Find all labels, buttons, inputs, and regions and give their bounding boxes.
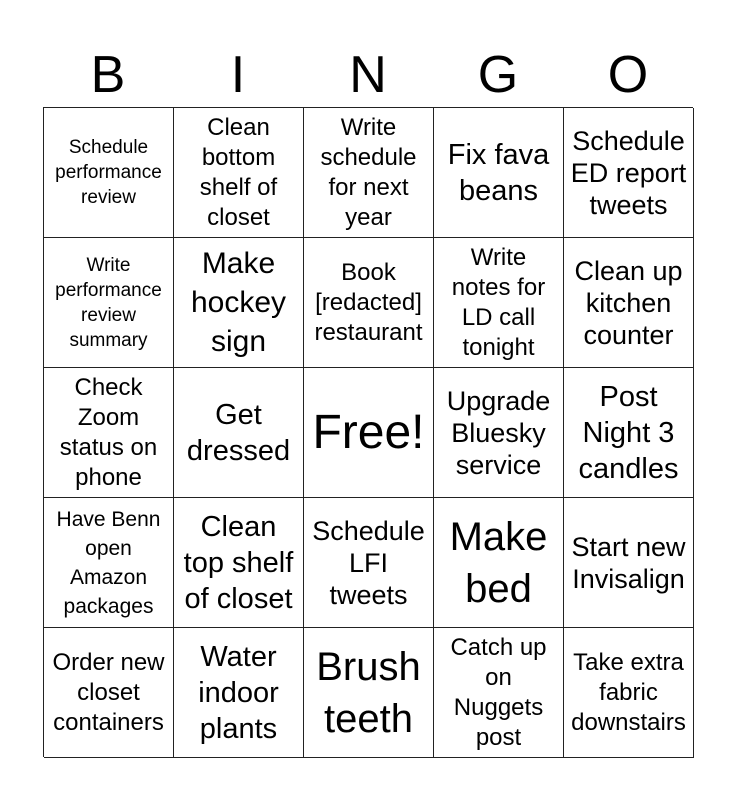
bingo-cell[interactable]: [174, 108, 304, 238]
bingo-cell[interactable]: [564, 368, 694, 498]
cell-text: Make bed: [449, 514, 548, 611]
header-letter-b: B: [90, 46, 126, 104]
cell-text: Make hockey sign: [190, 247, 287, 358]
cell-text: Book [redacted] restaurant: [314, 258, 423, 346]
bingo-cell[interactable]: [174, 238, 304, 368]
cell-text: Get dressed: [186, 398, 291, 467]
cell-text: Clean bottom shelf of closet: [199, 113, 278, 231]
bingo-cell[interactable]: [44, 108, 174, 238]
bingo-cell[interactable]: [174, 368, 304, 498]
cell-text: Schedule ED report tweets: [570, 125, 687, 220]
cell-text: Upgrade Bluesky service: [446, 385, 551, 480]
cell-text: Clean top shelf of closet: [183, 510, 294, 615]
bingo-cell[interactable]: [434, 108, 564, 238]
bingo-cell[interactable]: [434, 628, 564, 758]
bingo-cell[interactable]: [44, 628, 174, 758]
cell-text: Have Benn open Amazon packages: [56, 507, 161, 618]
cell-text: Take extra fabric downstairs: [571, 648, 686, 736]
free-space-label: Free!: [312, 405, 425, 459]
cell-text: Start new Invisalign: [571, 531, 686, 594]
cell-text: Water indoor plants: [198, 640, 279, 745]
header-letter-g: G: [477, 46, 519, 104]
bingo-header: [43, 40, 693, 108]
bingo-cell[interactable]: [174, 628, 304, 758]
bingo-cell[interactable]: [564, 238, 694, 368]
bingo-cell[interactable]: [564, 498, 694, 628]
cell-text: Schedule LFI tweets: [312, 515, 425, 610]
bingo-cell[interactable]: [564, 108, 694, 238]
cell-text: Schedule performance review: [55, 137, 162, 208]
free-space[interactable]: [304, 368, 434, 498]
bingo-cell[interactable]: [304, 238, 434, 368]
cell-text: Clean up kitchen counter: [574, 255, 683, 350]
bingo-cell[interactable]: [304, 108, 434, 238]
bingo-cell[interactable]: [564, 628, 694, 758]
cell-text: Brush teeth: [316, 644, 421, 741]
bingo-cell[interactable]: [44, 238, 174, 368]
bingo-cell[interactable]: [304, 498, 434, 628]
cell-text: Write schedule for next year: [320, 113, 417, 231]
header-letter-i: I: [230, 46, 246, 104]
cell-text: Order new closet containers: [52, 648, 165, 736]
bingo-cell[interactable]: [434, 368, 564, 498]
cell-text: Check Zoom status on phone: [59, 373, 158, 491]
cell-text: Write performance review summary: [55, 254, 162, 351]
header-letter-n: N: [349, 46, 387, 104]
bingo-cell[interactable]: [174, 498, 304, 628]
bingo-cell[interactable]: [44, 498, 174, 628]
cell-text: Catch up on Nuggets post: [450, 633, 547, 751]
cell-text: Fix fava beans: [447, 138, 550, 207]
bingo-cell[interactable]: [44, 368, 174, 498]
cell-text: Post Night 3 candles: [578, 380, 679, 485]
bingo-cell[interactable]: [434, 498, 564, 628]
cell-text: Write notes for LD call tonight: [451, 243, 546, 361]
header-letter-o: O: [607, 46, 649, 104]
bingo-cell[interactable]: [304, 628, 434, 758]
bingo-board: [43, 107, 693, 757]
bingo-cell[interactable]: [434, 238, 564, 368]
